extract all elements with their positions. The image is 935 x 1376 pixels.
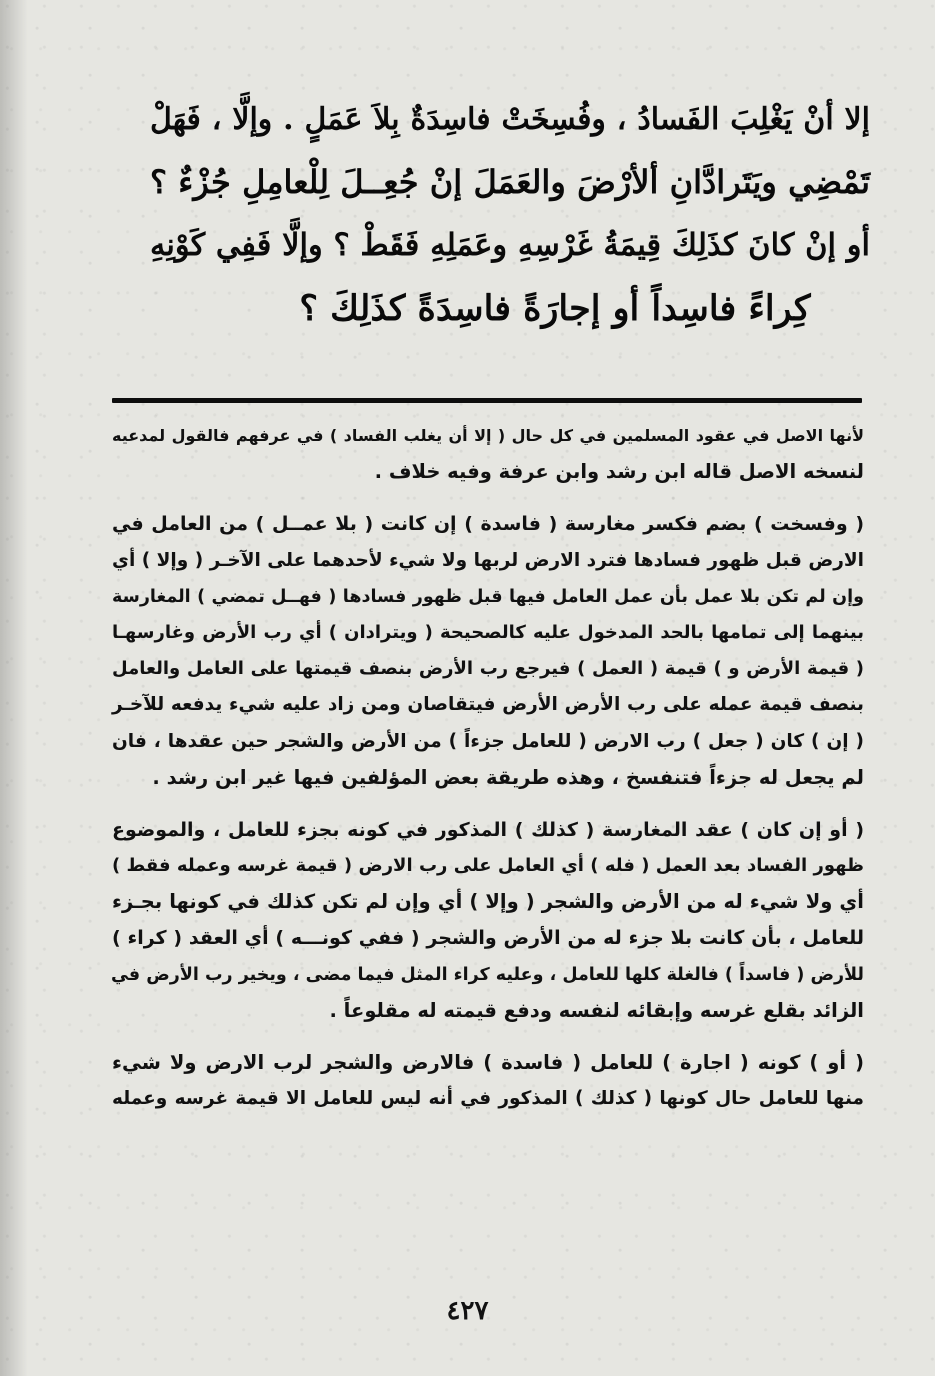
commentary-line: لم يجعل له جزءاً فتنفسخ ، وهذه طريقة بعض المؤلفين فيها غير ابن رشد . xyxy=(152,765,864,789)
commentary-paragraph xyxy=(112,812,864,1029)
commentary-line: ظهور الفساد بعد العمل ( فله ) أي العامل على رب الارض ( قيمة غرسه وعمله فقط ) xyxy=(112,855,864,877)
matn-line: كِراءً فاسِداً أو إجارَةً فاسِدَةً كذَلِكَ ؟ xyxy=(299,288,811,329)
matn-text-block xyxy=(150,88,870,340)
commentary-line: بنصف قيمة عمله على رب الأرض الأرض فيتقاصان ومن زاد عليه شيء يدفعه للآخـر xyxy=(112,694,864,716)
matn-line: تَمْضِي ويَتَرادَّانِ ألأرْضَ والعَمَلَ إنْ جُعِــلَ لِلْعامِلِ جُزْءٌ ؟ xyxy=(150,163,870,201)
commentary-line: لأنها الاصل في عقود المسلمين في كل حال ( إلا أن يغلب الفساد ) في عرفهم فالقول لمدعيه xyxy=(112,426,864,445)
page-edge-shadow xyxy=(0,0,28,1376)
commentary-paragraph xyxy=(112,1045,864,1117)
commentary-line: أي ولا شيء له من الأرض والشجر ( وإلا ) أي وإن لم تكن كذلك في كونها بجـزء xyxy=(112,890,864,914)
commentary-line: للأرض ( فاسداً ) فالغلة كلها للعامل ، وعليه كراء المثل فيما مضى ، ويخير رب الأرض في xyxy=(110,964,864,985)
commentary-line: الارض قبل ظهور فسادها فترد الارض لربها ولا شيء لأحدهما على الآخـر ( وإلا ) أي xyxy=(112,549,864,571)
commentary-line: منها للعامل حال كونها ( كذلك ) المذكور في أنه ليس للعامل الا قيمة غرسه وعمله xyxy=(112,1088,864,1110)
commentary-line: لنسخه الاصل قاله ابن رشد وابن عرفة وفيه خلاف . xyxy=(374,460,864,484)
commentary-line: بينهما إلى تمامها بالحد المدخول عليه كالصحيحة ( ويترادان ) أي رب الأرض وغارسهـا xyxy=(112,621,864,643)
commentary-block xyxy=(112,418,864,1117)
matn-line: أو إنْ كانَ كذَلِكَ قِيمَةُ غَرْسِهِ وعَمَلِهِ فَقَطْ ؟ وإلَّا فَفِي كَوْنِهِ xyxy=(150,227,870,263)
commentary-paragraph xyxy=(112,506,864,796)
commentary-line: الزائد بقلع غرسه وإبقائه لنفسه ودفع قيمته له مقلوعاً . xyxy=(329,998,864,1022)
commentary-line: ( إن ) كان ( جعل ) رب الارض ( للعامل جزءاً ) من الأرض والشجر حين عقدها ، فان xyxy=(112,730,864,752)
commentary-line: ( وفسخت ) بضم فكسر مغارسة ( فاسدة ) إن كانت ( بلا عمــل ) من العامل في xyxy=(112,513,864,536)
separator-rule xyxy=(112,398,862,403)
commentary-line: ( قيمة الأرض و ) قيمة ( العمل ) فيرجع رب الأرض بنصف قيمتها على العامل والعامل xyxy=(112,658,864,680)
commentary-line: وإن لم تكن بلا عمل بأن عمل العامل فيها قبل ظهور فسادها ( فهــل تمضي ) المغارسة xyxy=(112,586,864,607)
commentary-paragraph xyxy=(112,418,864,490)
commentary-line: ( أو ) كونه ( اجارة ) للعامل ( فاسدة ) فالارض والشجر لرب الارض ولا شيء xyxy=(112,1051,864,1074)
commentary-line: للعامل ، بأن كانت بلا جزء له من الأرض والشجر ( ففي كونـــه ) أي العقد ( كراء ) xyxy=(112,927,864,950)
matn-line: إلا أنْ يَغْلِبَ الفَسادُ ، وفُسِخَتْ فاسِدَةٌ بِلاَ عَمَلٍ . وإلَّا ، فَهَلْ xyxy=(150,102,870,137)
commentary-line: ( أو إن كان ) عقد المغارسة ( كذلك ) المذكور في كونه بجزء للعامل ، والموضوع xyxy=(112,818,864,841)
page-number: ٤٢٧ xyxy=(446,1296,489,1326)
